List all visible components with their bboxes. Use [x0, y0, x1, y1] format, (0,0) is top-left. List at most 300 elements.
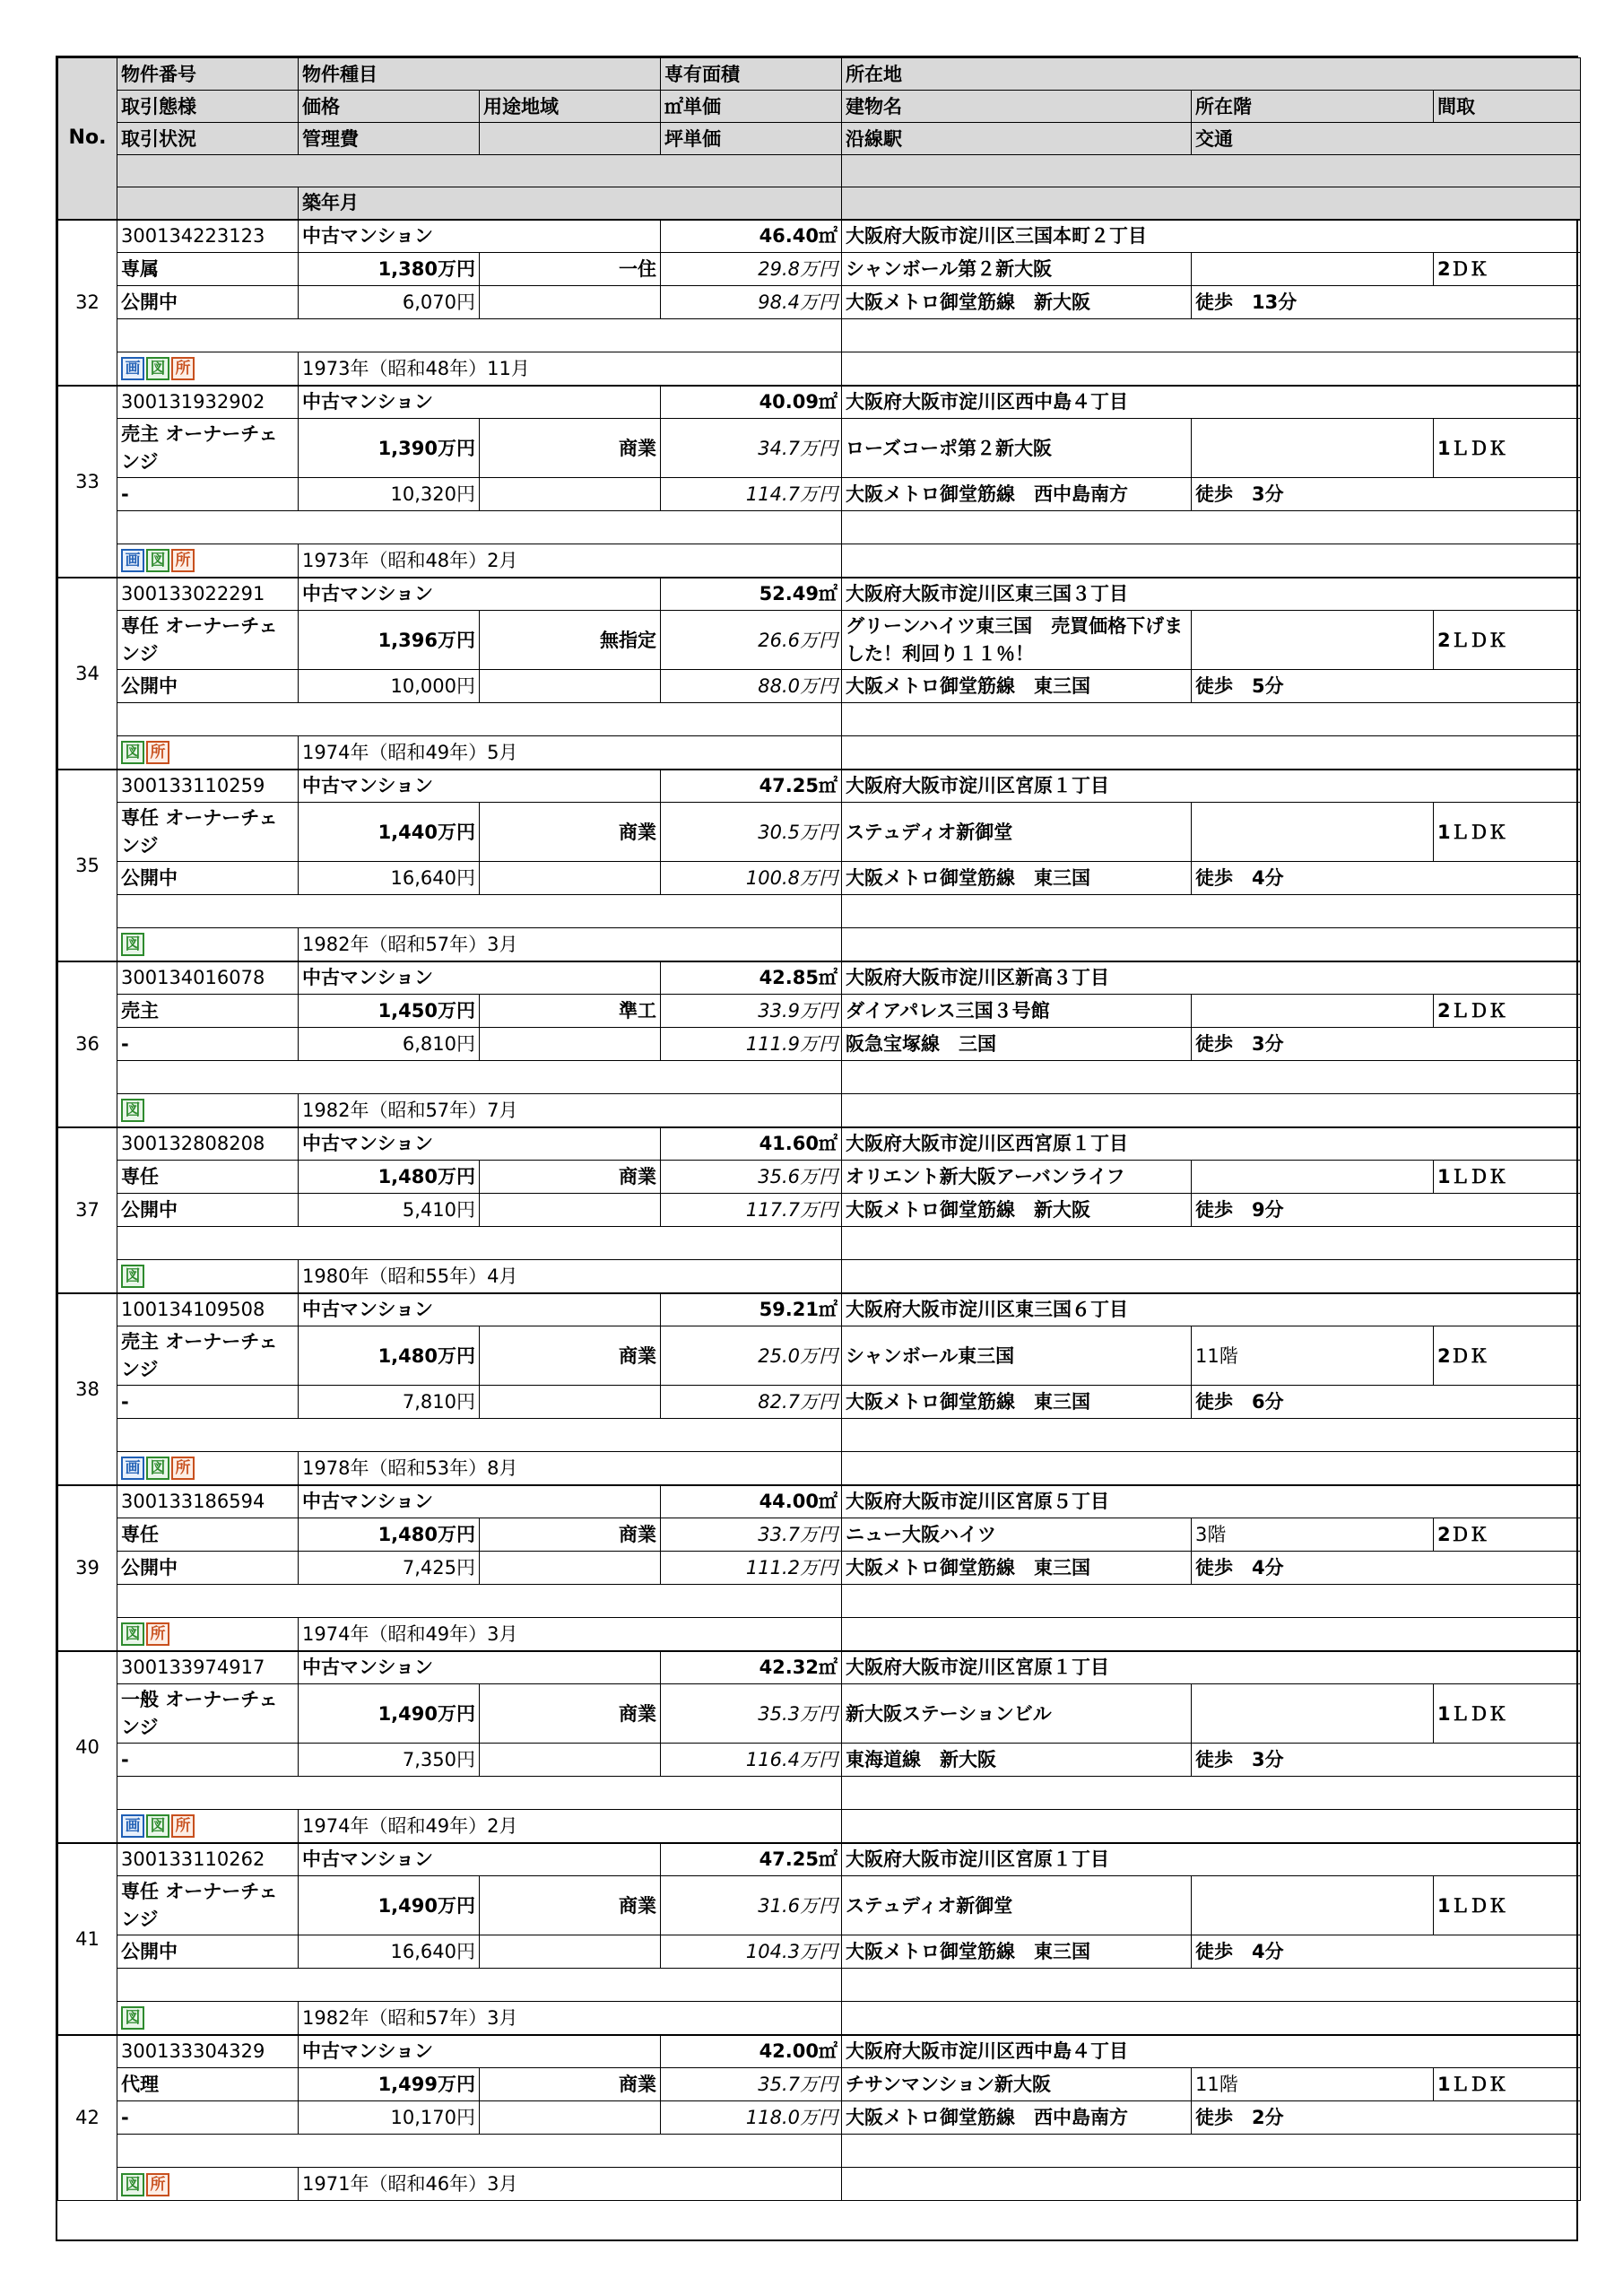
listing-status: 公開中: [117, 1935, 299, 1969]
management-fee: 6,070円: [299, 286, 480, 319]
management-fee: 7,425円: [299, 1552, 480, 1585]
blank-cell: [842, 319, 1581, 352]
listing-row-4: [58, 895, 1581, 928]
building-name: シャンボール第２新大阪: [842, 253, 1192, 286]
floor-level: [1192, 253, 1434, 286]
floor-level: 11階: [1192, 2068, 1434, 2101]
zoning: 商業: [480, 1876, 661, 1935]
header-address: 所在地: [842, 58, 1581, 91]
listing-id: 300133304329: [117, 2035, 299, 2068]
listing-id: 300133110259: [117, 770, 299, 803]
management-fee: 5,410円: [299, 1194, 480, 1227]
floor-area: 44.00㎡: [661, 1485, 842, 1518]
built-date: 1982年（昭和57年）3月: [299, 928, 842, 961]
location-icon[interactable]: 所: [146, 741, 169, 764]
built-date: 1974年（昭和49年）3月: [299, 1618, 842, 1651]
floorplan-icon[interactable]: 図: [146, 1457, 169, 1480]
train-line: 東海道線 新大阪: [842, 1744, 1192, 1777]
blank-cell: [842, 1227, 1581, 1260]
built-date: 1971年（昭和46年）3月: [299, 2168, 842, 2201]
floor-area: 41.60㎡: [661, 1127, 842, 1161]
floor-level: [1192, 1161, 1434, 1194]
location-icon[interactable]: 所: [171, 357, 195, 380]
building-name: オリエント新大阪アーバンライフ: [842, 1161, 1192, 1194]
listing-row-5: [58, 544, 1581, 578]
listing-status: -: [117, 478, 299, 511]
sqm-price: 31.6万円: [661, 1876, 842, 1935]
tsubo-price: 100.8万円: [661, 862, 842, 895]
built-date: 1973年（昭和48年）11月: [299, 352, 842, 386]
built-date: 1982年（昭和57年）7月: [299, 1094, 842, 1127]
floorplan-icon[interactable]: 図: [121, 933, 144, 956]
transaction-type: 専任: [117, 1161, 299, 1194]
listing-row-2: [58, 611, 1581, 670]
listing-row-5: [58, 1260, 1581, 1293]
floor-area: 47.25㎡: [661, 1843, 842, 1876]
tsubo-price: 116.4万円: [661, 1744, 842, 1777]
listing-row-3: [58, 2101, 1581, 2135]
floor-level: [1192, 803, 1434, 862]
listing-row-5: [58, 736, 1581, 770]
listing-no: 39: [58, 1485, 117, 1651]
listing-row-2: [58, 419, 1581, 478]
blank-cell: [480, 2101, 661, 2135]
floor-area: 59.21㎡: [661, 1293, 842, 1326]
listing-no: 37: [58, 1127, 117, 1293]
blank-cell: [117, 1969, 842, 2002]
floor-area: 42.00㎡: [661, 2035, 842, 2068]
transaction-type: 売主 オーナーチェンジ: [117, 419, 299, 478]
blank-cell: [480, 478, 661, 511]
listing-row-3: [58, 1935, 1581, 1969]
sqm-price: 33.9万円: [661, 995, 842, 1028]
floor-area: 52.49㎡: [661, 578, 842, 611]
listing-row-5: [58, 352, 1581, 386]
price: 1,480万円: [299, 1161, 480, 1194]
price: 1,480万円: [299, 1326, 480, 1386]
listing-row-3: [58, 1552, 1581, 1585]
address: 大阪府大阪市淀川区西中島４丁目: [842, 2035, 1581, 2068]
header-building: 建物名: [842, 91, 1192, 123]
address: 大阪府大阪市淀川区宮原１丁目: [842, 770, 1581, 803]
floor-area: 46.40㎡: [661, 220, 842, 253]
header-line: 沿線駅: [842, 123, 1192, 155]
management-fee: 7,810円: [299, 1386, 480, 1419]
train-line: 大阪メトロ御堂筋線 東三国: [842, 862, 1192, 895]
train-line: 大阪メトロ御堂筋線 東三国: [842, 1935, 1192, 1969]
media-icons: [117, 2002, 299, 2035]
header-built: 築年月: [299, 187, 842, 220]
blank-cell: [480, 1386, 661, 1419]
building-name: ダイアパレス三国３号館: [842, 995, 1192, 1028]
listing-row-5: [58, 1810, 1581, 1843]
listing-row-1: [58, 1485, 1581, 1518]
property-type: 中古マンション: [299, 770, 661, 803]
blank-cell: [842, 928, 1581, 961]
access-time: 徒歩 4分: [1192, 862, 1581, 895]
room-layout: 1ＬＤＫ: [1434, 1684, 1581, 1744]
listing-row-4: [58, 2135, 1581, 2168]
listing-row-4: [58, 1227, 1581, 1260]
building-name: ローズコーポ第２新大阪: [842, 419, 1192, 478]
media-icons: [117, 1810, 299, 1843]
room-layout: 2ＬＤＫ: [1434, 995, 1581, 1028]
location-icon[interactable]: 所: [146, 2173, 169, 2196]
building-name: ニュー大阪ハイツ: [842, 1518, 1192, 1552]
built-date: 1980年（昭和55年）4月: [299, 1260, 842, 1293]
blank-cell: [480, 1028, 661, 1061]
address: 大阪府大阪市淀川区宮原５丁目: [842, 1485, 1581, 1518]
listing-row-1: [58, 1293, 1581, 1326]
header-blank-cell: [117, 187, 299, 220]
blank-cell: [480, 1194, 661, 1227]
train-line: 大阪メトロ御堂筋線 東三国: [842, 670, 1192, 703]
price: 1,380万円: [299, 253, 480, 286]
transaction-type: 一般 オーナーチェンジ: [117, 1684, 299, 1744]
listing-status: 公開中: [117, 1552, 299, 1585]
train-line: 大阪メトロ御堂筋線 西中島南方: [842, 2101, 1192, 2135]
transaction-type: 専属: [117, 253, 299, 286]
floor-area: 47.25㎡: [661, 770, 842, 803]
listing-status: -: [117, 1744, 299, 1777]
transaction-type: 専任: [117, 1518, 299, 1552]
sqm-price: 34.7万円: [661, 419, 842, 478]
listing-status: 公開中: [117, 862, 299, 895]
listing-row-2: [58, 2068, 1581, 2101]
listing-row-4: [58, 703, 1581, 736]
blank-cell: [842, 895, 1581, 928]
listing-row-4: [58, 1777, 1581, 1810]
location-icon[interactable]: 所: [171, 1814, 195, 1838]
property-type: 中古マンション: [299, 2035, 661, 2068]
zoning: 商業: [480, 803, 661, 862]
price: 1,499万円: [299, 2068, 480, 2101]
header-blank-right: [842, 155, 1581, 187]
floorplan-icon[interactable]: 図: [121, 1622, 144, 1646]
price: 1,440万円: [299, 803, 480, 862]
room-layout: 1ＬＤＫ: [1434, 1161, 1581, 1194]
blank-cell: [842, 511, 1581, 544]
floor-level: [1192, 1684, 1434, 1744]
listing-status: -: [117, 2101, 299, 2135]
location-icon[interactable]: 所: [146, 1622, 169, 1646]
listing-row-3: [58, 1028, 1581, 1061]
media-icons: [117, 2168, 299, 2201]
floor-area: 42.85㎡: [661, 961, 842, 995]
listing-id: 300134223123: [117, 220, 299, 253]
floor-area: 42.32㎡: [661, 1651, 842, 1684]
listing-row-5: [58, 2002, 1581, 2035]
address: 大阪府大阪市淀川区東三国３丁目: [842, 578, 1581, 611]
listing-row-5: [58, 1452, 1581, 1485]
header-row-3: [58, 123, 1581, 155]
property-type: 中古マンション: [299, 1293, 661, 1326]
blank-cell: [480, 670, 661, 703]
floorplan-icon[interactable]: 図: [146, 549, 169, 572]
listing-row-5: [58, 2168, 1581, 2201]
building-name: チサンマンション新大阪: [842, 2068, 1192, 2101]
floor-level: [1192, 419, 1434, 478]
blank-cell: [842, 2135, 1581, 2168]
media-icons: [117, 544, 299, 578]
tsubo-price: 98.4万円: [661, 286, 842, 319]
price: 1,490万円: [299, 1876, 480, 1935]
access-time: 徒歩 3分: [1192, 1744, 1581, 1777]
property-table: [57, 57, 1581, 2201]
tsubo-price: 104.3万円: [661, 1935, 842, 1969]
header-status: 取引状況: [117, 123, 299, 155]
access-time: 徒歩 13分: [1192, 286, 1581, 319]
listing-no: 34: [58, 578, 117, 770]
blank-cell: [117, 1585, 842, 1618]
listing-no: 42: [58, 2035, 117, 2201]
blank-cell: [842, 1419, 1581, 1452]
access-time: 徒歩 9分: [1192, 1194, 1581, 1227]
room-layout: 2ＬＤＫ: [1434, 611, 1581, 670]
zoning: 商業: [480, 419, 661, 478]
zoning: 商業: [480, 2068, 661, 2101]
floorplan-icon[interactable]: 図: [121, 2173, 144, 2196]
header-price: 価格: [299, 91, 480, 123]
price: 1,480万円: [299, 1518, 480, 1552]
address: 大阪府大阪市淀川区西宮原１丁目: [842, 1127, 1581, 1161]
blank-cell: [842, 1618, 1581, 1651]
blank-cell: [842, 1094, 1581, 1127]
listing-id: 300131932902: [117, 386, 299, 419]
photo-icon[interactable]: 画: [121, 357, 144, 380]
listing-row-4: [58, 1969, 1581, 2002]
media-icons: [117, 1452, 299, 1485]
zoning: 準工: [480, 995, 661, 1028]
listing-sheet: [56, 56, 1578, 2241]
listing-row-3: [58, 862, 1581, 895]
floorplan-icon[interactable]: 図: [121, 741, 144, 764]
property-type: 中古マンション: [299, 578, 661, 611]
blank-cell: [117, 703, 842, 736]
listing-row-2: [58, 1518, 1581, 1552]
zoning: 商業: [480, 1161, 661, 1194]
sqm-price: 35.3万円: [661, 1684, 842, 1744]
floor-level: 11階: [1192, 1326, 1434, 1386]
header-floor: 所在階: [1192, 91, 1434, 123]
tsubo-price: 118.0万円: [661, 2101, 842, 2135]
access-time: 徒歩 3分: [1192, 1028, 1581, 1061]
transaction-type: 代理: [117, 2068, 299, 2101]
train-line: 大阪メトロ御堂筋線 東三国: [842, 1552, 1192, 1585]
blank-cell: [480, 1744, 661, 1777]
blank-cell: [117, 1777, 842, 1810]
transaction-type: 専任 オーナーチェンジ: [117, 611, 299, 670]
listing-no: 35: [58, 770, 117, 961]
property-type: 中古マンション: [299, 386, 661, 419]
blank-cell: [117, 1061, 842, 1094]
property-type: 中古マンション: [299, 220, 661, 253]
header-sqm-price: ㎡単価: [661, 91, 842, 123]
listing-row-1: [58, 961, 1581, 995]
building-name: 新大阪ステーションビル: [842, 1684, 1192, 1744]
photo-icon[interactable]: 画: [121, 549, 144, 572]
listing-row-5: [58, 928, 1581, 961]
zoning: 商業: [480, 1518, 661, 1552]
listing-no: 38: [58, 1293, 117, 1485]
blank-cell: [480, 1935, 661, 1969]
floorplan-icon[interactable]: 図: [146, 357, 169, 380]
built-date: 1978年（昭和53年）8月: [299, 1452, 842, 1485]
zoning: 商業: [480, 1684, 661, 1744]
header-tsubo-price: 坪単価: [661, 123, 842, 155]
header-area: 専有面積: [661, 58, 842, 91]
zoning: 無指定: [480, 611, 661, 670]
train-line: 大阪メトロ御堂筋線 西中島南方: [842, 478, 1192, 511]
management-fee: 10,170円: [299, 2101, 480, 2135]
blank-cell: [842, 736, 1581, 770]
listing-row-3: [58, 286, 1581, 319]
tsubo-price: 111.2万円: [661, 1552, 842, 1585]
header-blank-cell-right: [842, 187, 1581, 220]
sqm-price: 25.0万円: [661, 1326, 842, 1386]
media-icons: [117, 736, 299, 770]
listing-row-2: [58, 1161, 1581, 1194]
blank-cell: [480, 1552, 661, 1585]
management-fee: 7,350円: [299, 1744, 480, 1777]
blank-cell: [480, 862, 661, 895]
listing-id: 300133110262: [117, 1843, 299, 1876]
price: 1,490万円: [299, 1684, 480, 1744]
header-type: 物件種目: [299, 58, 661, 91]
blank-cell: [842, 703, 1581, 736]
header-id: 物件番号: [117, 58, 299, 91]
train-line: 大阪メトロ御堂筋線 新大阪: [842, 286, 1192, 319]
listing-status: 公開中: [117, 670, 299, 703]
listing-no: 40: [58, 1651, 117, 1843]
building-name: ステュディオ新御堂: [842, 1876, 1192, 1935]
listing-status: 公開中: [117, 286, 299, 319]
blank-cell: [480, 286, 661, 319]
listing-row-1: [58, 770, 1581, 803]
blank-cell: [117, 319, 842, 352]
address: 大阪府大阪市淀川区西中島４丁目: [842, 386, 1581, 419]
blank-cell: [117, 2135, 842, 2168]
building-name: シャンボール東三国: [842, 1326, 1192, 1386]
floorplan-icon[interactable]: 図: [121, 2006, 144, 2030]
address: 大阪府大阪市淀川区新高３丁目: [842, 961, 1581, 995]
blank-cell: [842, 1810, 1581, 1843]
blank-cell: [842, 2002, 1581, 2035]
listing-row-2: [58, 1684, 1581, 1744]
listing-row-1: [58, 1843, 1581, 1876]
access-time: 徒歩 4分: [1192, 1935, 1581, 1969]
listing-id: 100134109508: [117, 1293, 299, 1326]
listing-row-3: [58, 1744, 1581, 1777]
tsubo-price: 88.0万円: [661, 670, 842, 703]
room-layout: 2ＤＫ: [1434, 1518, 1581, 1552]
blank-cell: [842, 352, 1581, 386]
listing-row-3: [58, 1194, 1581, 1227]
blank-cell: [842, 1777, 1581, 1810]
header-deal: 取引態様: [117, 91, 299, 123]
media-icons: [117, 1618, 299, 1651]
room-layout: 1ＬＤＫ: [1434, 419, 1581, 478]
listing-no: 32: [58, 220, 117, 386]
blank-cell: [117, 1419, 842, 1452]
sqm-price: 35.7万円: [661, 2068, 842, 2101]
listing-row-4: [58, 319, 1581, 352]
room-layout: 1ＬＤＫ: [1434, 2068, 1581, 2101]
management-fee: 10,320円: [299, 478, 480, 511]
location-icon[interactable]: 所: [171, 1457, 195, 1480]
access-time: 徒歩 3分: [1192, 478, 1581, 511]
room-layout: 2ＤＫ: [1434, 1326, 1581, 1386]
floorplan-icon[interactable]: 図: [121, 1265, 144, 1288]
access-time: 徒歩 2分: [1192, 2101, 1581, 2135]
header-layout: 間取: [1434, 91, 1581, 123]
transaction-type: 専任 オーナーチェンジ: [117, 803, 299, 862]
blank-cell: [842, 1061, 1581, 1094]
property-type: 中古マンション: [299, 961, 661, 995]
listing-id: 300132808208: [117, 1127, 299, 1161]
floorplan-icon[interactable]: 図: [146, 1814, 169, 1838]
train-line: 大阪メトロ御堂筋線 新大阪: [842, 1194, 1192, 1227]
address: 大阪府大阪市淀川区宮原１丁目: [842, 1843, 1581, 1876]
header-empty: [480, 123, 661, 155]
floor-level: [1192, 1876, 1434, 1935]
listing-row-1: [58, 578, 1581, 611]
address: 大阪府大阪市淀川区東三国６丁目: [842, 1293, 1581, 1326]
management-fee: 16,640円: [299, 1935, 480, 1969]
floor-level: [1192, 995, 1434, 1028]
address: 大阪府大阪市淀川区三国本町２丁目: [842, 220, 1581, 253]
media-icons: [117, 928, 299, 961]
blank-cell: [842, 544, 1581, 578]
zoning: 商業: [480, 1326, 661, 1386]
location-icon[interactable]: 所: [171, 549, 195, 572]
listing-row-2: [58, 253, 1581, 286]
listing-row-1: [58, 1651, 1581, 1684]
listing-status: -: [117, 1028, 299, 1061]
management-fee: 16,640円: [299, 862, 480, 895]
built-date: 1974年（昭和49年）5月: [299, 736, 842, 770]
listing-row-2: [58, 803, 1581, 862]
header-fee: 管理費: [299, 123, 480, 155]
access-time: 徒歩 4分: [1192, 1552, 1581, 1585]
photo-icon[interactable]: 画: [121, 1814, 144, 1838]
header-zone: 用途地域: [480, 91, 661, 123]
access-time: 徒歩 6分: [1192, 1386, 1581, 1419]
blank-cell: [842, 1969, 1581, 2002]
floor-area: 40.09㎡: [661, 386, 842, 419]
listing-id: 300133022291: [117, 578, 299, 611]
management-fee: 10,000円: [299, 670, 480, 703]
management-fee: 6,810円: [299, 1028, 480, 1061]
train-line: 阪急宝塚線 三国: [842, 1028, 1192, 1061]
tsubo-price: 82.7万円: [661, 1386, 842, 1419]
zoning: 一住: [480, 253, 661, 286]
photo-icon[interactable]: 画: [121, 1457, 144, 1480]
blank-cell: [117, 895, 842, 928]
built-date: 1974年（昭和49年）2月: [299, 1810, 842, 1843]
listing-id: 300133974917: [117, 1651, 299, 1684]
header-row-1: [58, 58, 1581, 91]
listing-row-1: [58, 386, 1581, 419]
access-time: 徒歩 5分: [1192, 670, 1581, 703]
address: 大阪府大阪市淀川区宮原１丁目: [842, 1651, 1581, 1684]
media-icons: [117, 352, 299, 386]
floorplan-icon[interactable]: 図: [121, 1099, 144, 1122]
room-layout: 2ＤＫ: [1434, 253, 1581, 286]
blank-cell: [117, 1227, 842, 1260]
room-layout: 1ＬＤＫ: [1434, 1876, 1581, 1935]
header-row-2: [58, 91, 1581, 123]
